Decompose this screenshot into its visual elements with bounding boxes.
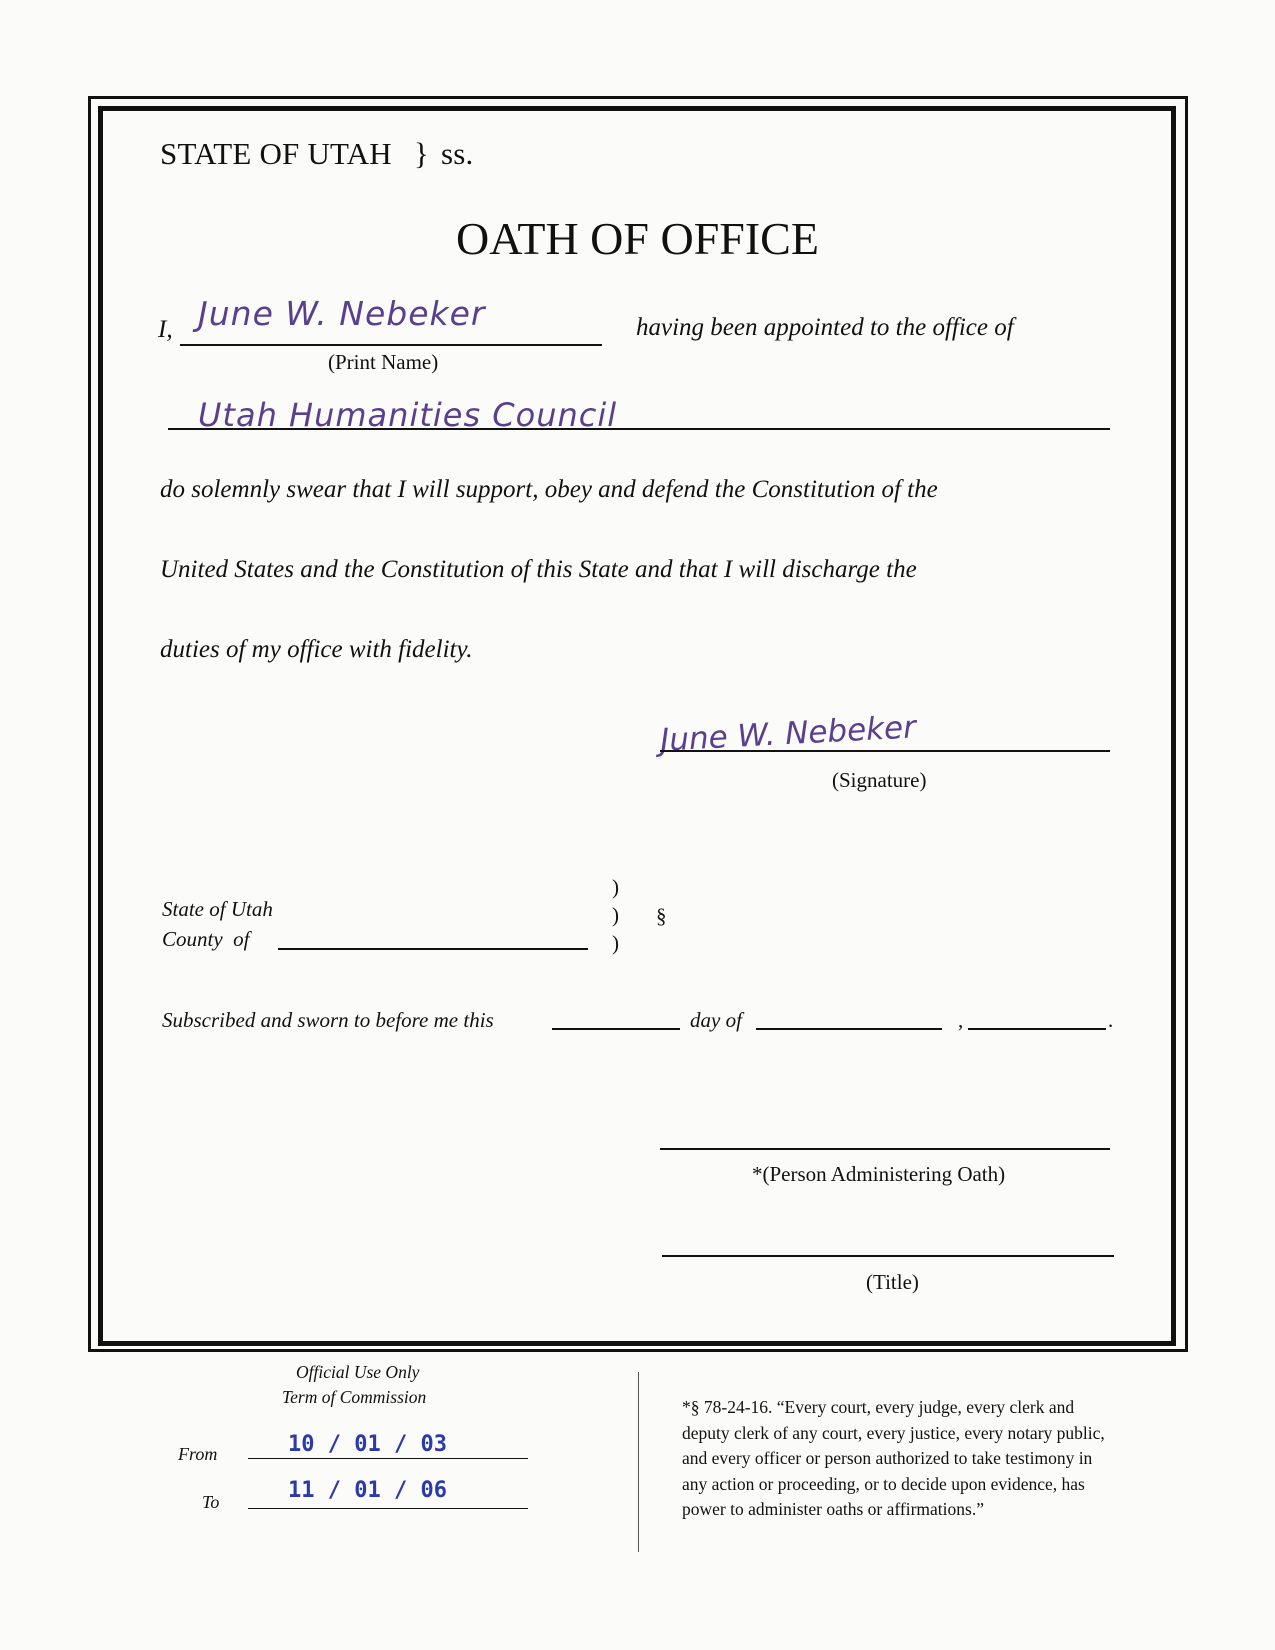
county-of-word: of (233, 927, 250, 951)
paren-1: ) (612, 875, 619, 899)
year-field-line[interactable] (968, 1028, 1106, 1030)
footnote-line-1: *§ 78-24-16. “Every court, every judge, every clerk and (682, 1397, 1075, 1417)
oath-line-1: do solemnly swear that I will support, obey and defend the Constitution of the (160, 476, 938, 503)
from-date-field[interactable]: 10 / 01 / 03 (288, 1432, 447, 1457)
from-date-line (248, 1458, 528, 1459)
date-comma: , (958, 1008, 964, 1032)
county-label (162, 927, 250, 952)
signature-caption: (Signature) (832, 768, 927, 792)
day-of-label: day of (690, 1008, 742, 1032)
statute-footnote (682, 1395, 1105, 1523)
oath-line-3: duties of my office with fidelity. (160, 636, 473, 663)
footnote-line-3: and every officer or person authorized to take testimony in (682, 1448, 1093, 1468)
county-field-line[interactable] (278, 948, 588, 950)
page-title: OATH OF OFFICE (456, 213, 819, 264)
brace: } (413, 136, 429, 171)
subscribed-text: Subscribed and sworn to before me this (162, 1008, 494, 1032)
to-date-line (248, 1508, 528, 1509)
office-line (168, 428, 1110, 430)
day-field-line[interactable] (552, 1028, 680, 1030)
term-of-commission-label: Term of Commission (282, 1387, 427, 1407)
print-name-caption: (Print Name) (328, 350, 439, 374)
title-caption: (Title) (866, 1270, 919, 1294)
paren-2: ) (612, 903, 619, 927)
official-use-label: Official Use Only (296, 1362, 420, 1382)
oath-line-2: United States and the Constitution of this State and that I will discharge the (160, 556, 917, 583)
print-name-field[interactable]: June W. Nebeker (198, 294, 486, 333)
footnote-line-5: power to administer oaths or affirmations.” (682, 1499, 984, 1519)
print-name-line (180, 344, 602, 346)
state-of-utah-label: State of Utah (162, 897, 273, 921)
ss-label: ss. (440, 136, 474, 171)
administrator-line[interactable] (660, 1148, 1110, 1150)
footnote-line-2: deputy clerk of any court, every justice, every notary public, (682, 1422, 1105, 1443)
county-word: County (162, 927, 223, 951)
appointed-text: having been appointed to the office of (636, 314, 1014, 341)
title-line[interactable] (662, 1255, 1114, 1257)
office-field[interactable]: Utah Humanities Council (198, 396, 618, 434)
to-date-field[interactable]: 11 / 01 / 06 (288, 1478, 447, 1503)
inner-border (98, 106, 1176, 1346)
state-name: STATE OF UTAH (160, 136, 392, 171)
from-label: From (178, 1444, 218, 1464)
paren-3: ) (612, 931, 619, 955)
to-label: To (202, 1492, 220, 1512)
signature-line (660, 750, 1110, 752)
administrator-caption: *(Person Administering Oath) (752, 1162, 1006, 1186)
section-symbol: § (656, 904, 667, 928)
pronoun-label: I, (158, 316, 173, 343)
section-divider (638, 1372, 639, 1552)
month-field-line[interactable] (756, 1028, 942, 1030)
state-heading (160, 136, 473, 172)
footnote-line-4: any action or proceeding, or to decide upon evidence, has (682, 1473, 1085, 1494)
date-period: . (1108, 1008, 1114, 1032)
signature-field[interactable]: June W. Nebeker (659, 709, 917, 759)
